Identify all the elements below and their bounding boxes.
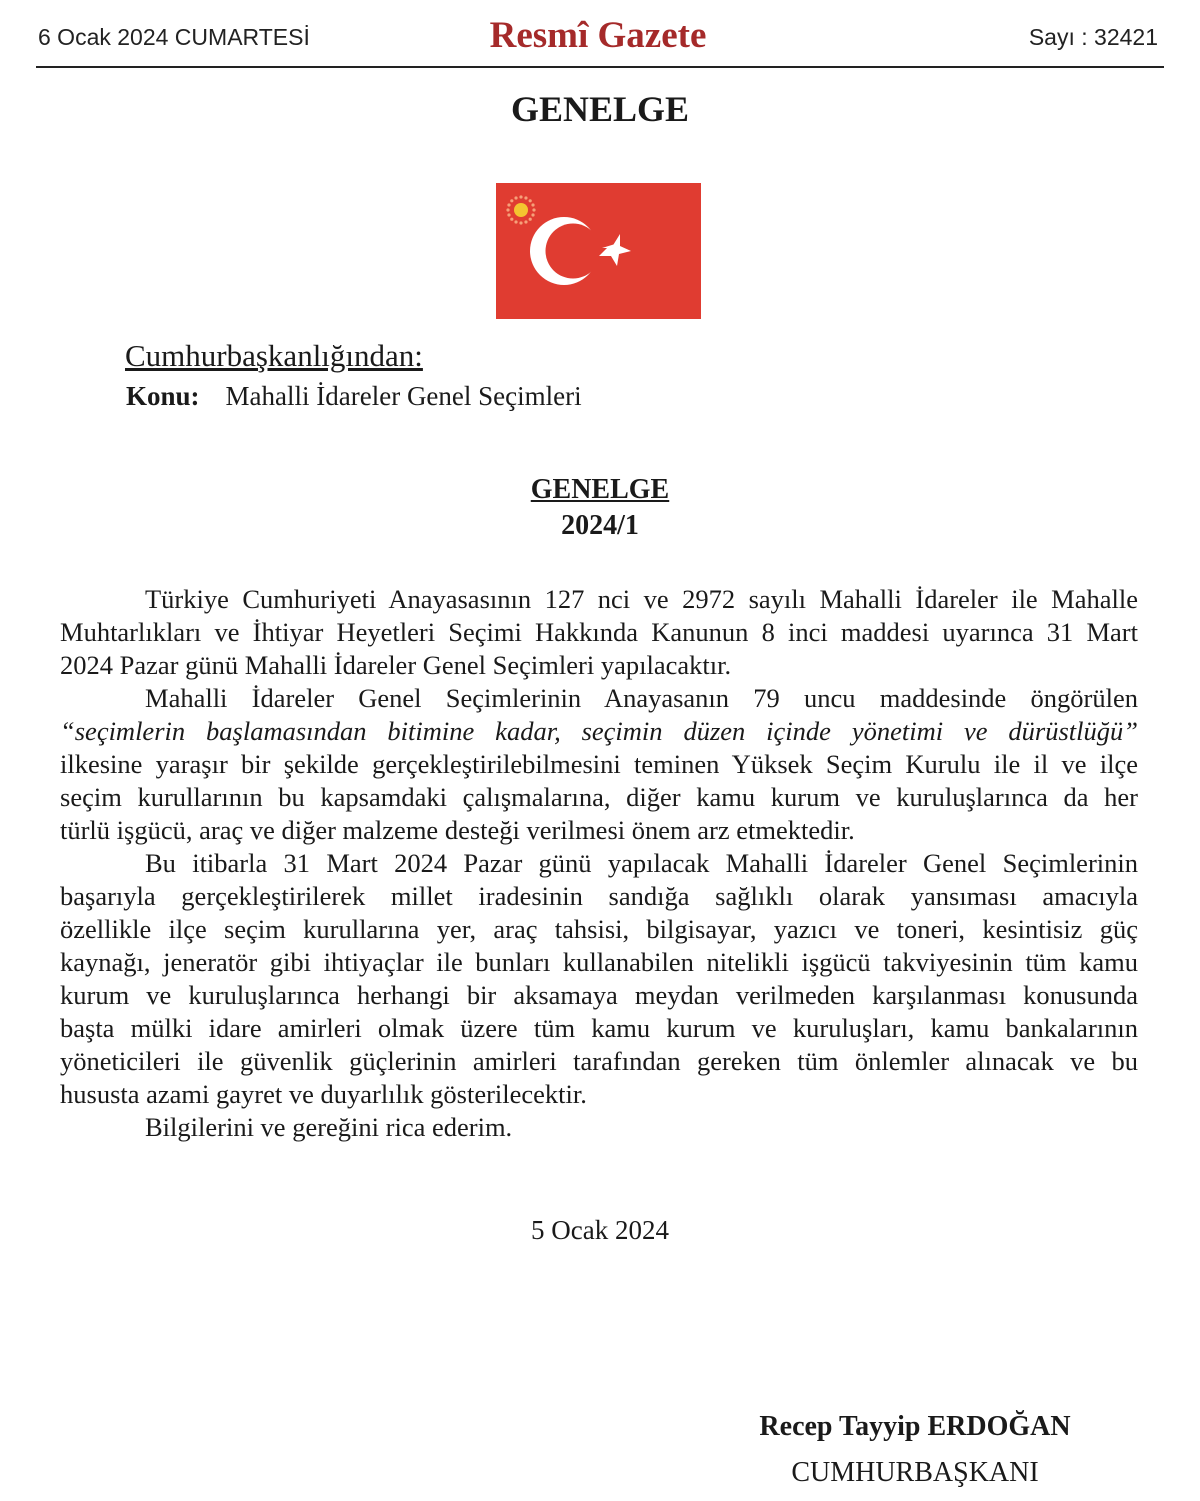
text-line: başarıyla gerçekleştirilerek millet iradesinin sandığa sağlıklı olarak yansıması amacıyla	[60, 881, 1138, 911]
circular-title: GENELGE	[530, 474, 670, 505]
signatory-name: Recep Tayyip ERDOĞAN	[759, 1411, 1071, 1442]
text-line: Muhtarlıkları ve İhtiyar Heyetleri Seçimi Hakkında Kanunun 8 inci maddesi uyarınca 31 Mart	[60, 617, 1138, 647]
text-line: kurum ve kuruluşlarınca herhangi bir aksamaya meydan verilmeden karşılanması konusunda	[60, 980, 1138, 1010]
paragraph	[60, 682, 1138, 847]
signing-date: 5 Ocak 2024	[531, 1215, 669, 1245]
paragraph	[60, 583, 1138, 682]
issuer: Cumhurbaşkanlığından:	[125, 338, 423, 373]
text-line: türlü işgücü, araç ve diğer malzeme desteği verilmesi önem arz etmektedir.	[60, 815, 855, 845]
header-divider	[36, 66, 1164, 68]
issue-date: 6 Ocak 2024 CUMARTESİ	[38, 24, 310, 50]
text-line: kaynağı, jeneratör gibi ihtiyaçlar ile bunları kullanabilen nitelikli işgücü takviyesinin tüm kamu	[60, 947, 1138, 977]
signature-block	[740, 1404, 1090, 1496]
text-line: özellikle ilçe seçim kurullarına yer, araç tahsisi, bilgisayar, yazıcı ve toneri, kesintisiz güç	[60, 914, 1138, 944]
text-line: Bu itibarla 31 Mart 2024 Pazar günü yapılacak Mahalli İdareler Genel Seçimlerinin	[145, 848, 1138, 878]
paragraph	[60, 1111, 1138, 1144]
masthead	[38, 15, 1158, 56]
text-line: Türkiye Cumhuriyeti Anayasasının 127 nci ve 2972 sayılı Mahalli İdareler ile Mahalle	[145, 584, 1138, 614]
circular-number: 2024/1	[561, 510, 639, 541]
text-line: “seçimlerin başlamasından bitimine kadar, seçimin düzen içinde yönetimi ve dürüstlüğü”	[60, 716, 1138, 746]
text-line: Bilgilerini ve gereğini rica ederim.	[145, 1112, 513, 1142]
gazette-title: Resmî Gazete	[489, 15, 707, 56]
paragraph	[60, 847, 1138, 1111]
text-line: başta mülki idare amirleri olmak üzere tüm kamu kurum ve kuruluşları, kamu bankalarının	[60, 1013, 1138, 1043]
text-line: yöneticileri ile güvenlik güçlerinin amirleri tarafından gereken tüm önlemler alınacak ve bu	[60, 1046, 1138, 1076]
circular-body	[60, 583, 1138, 1144]
text-line: Mahalli İdareler Genel Seçimlerinin Anayasanın 79 uncu maddesinde öngörülen	[145, 683, 1138, 713]
subject-label: Konu:	[126, 381, 200, 411]
page-heading: GENELGE	[510, 89, 690, 129]
circular-heading	[0, 472, 1200, 544]
signatory-title: CUMHURBAŞKANI	[791, 1457, 1039, 1488]
text-line: seçim kurullarının bu kapsamdaki çalışmalarına, diğer kamu kurum ve kuruluşlarınca da her	[60, 782, 1138, 812]
subject-line	[126, 381, 582, 412]
text-line: 2024 Pazar günü Mahalli İdareler Genel Seçimleri yapılacaktır.	[60, 650, 732, 680]
subject-value: Mahalli İdareler Genel Seçimleri	[225, 381, 582, 411]
text-line: hususta azami gayret ve duyarlılık gösterilecektir.	[60, 1079, 587, 1109]
issue-number: Sayı : 32421	[1028, 24, 1158, 50]
text-line: ilkesine yaraşır bir şekilde gerçekleştirilebilmesini teminen Yüksek Seçim Kurulu ile il ve ilçe	[60, 749, 1138, 779]
presidential-flag-icon	[496, 183, 701, 319]
